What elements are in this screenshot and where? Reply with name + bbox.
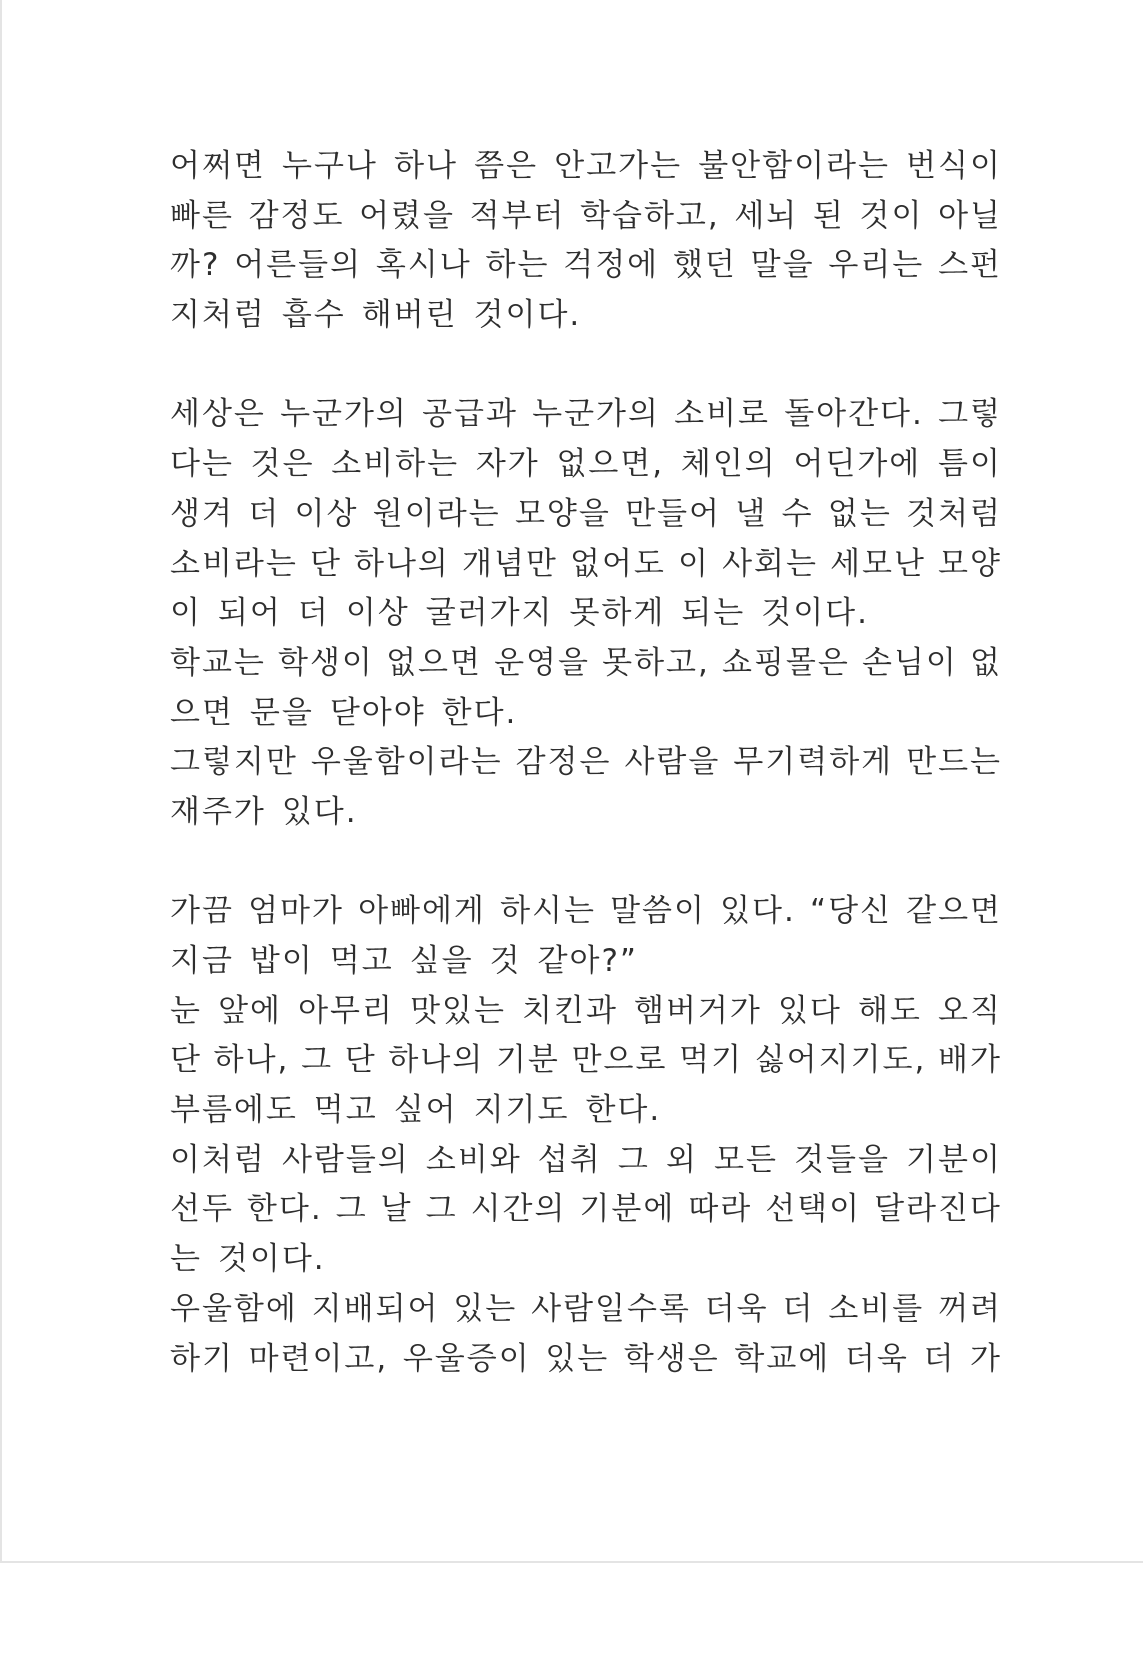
text-line	[170, 142, 1002, 192]
word: 굴러가지	[425, 595, 554, 632]
paragraph	[170, 142, 1002, 341]
word: 모양	[938, 545, 1002, 582]
text-line	[170, 689, 1002, 739]
word: 는	[170, 1241, 202, 1278]
text-line	[170, 937, 1002, 987]
word: 것처럼	[906, 495, 1002, 532]
word: 개념만	[462, 545, 558, 582]
word: 불안함이라는	[698, 148, 890, 184]
word: 세모난	[830, 545, 926, 582]
word: 지처럼	[170, 297, 266, 334]
word: 만으로	[571, 1042, 668, 1079]
word: 시간의	[470, 1191, 567, 1228]
word: 배가	[938, 1042, 1002, 1079]
word: 원이라는	[372, 495, 501, 532]
word: 사람을	[624, 744, 721, 781]
word: 하기	[170, 1340, 234, 1377]
word: 없으면,	[556, 446, 665, 483]
word: 더욱	[704, 1290, 769, 1327]
word: 싶을	[409, 943, 474, 979]
word: 누군가의	[280, 396, 408, 433]
word: 하나	[394, 148, 458, 184]
word: 달라진다	[874, 1191, 1002, 1228]
word: 하는	[485, 247, 550, 284]
word: 그렇	[938, 396, 1002, 433]
word: 먹고	[329, 943, 394, 979]
word: 하시는	[500, 893, 596, 930]
word: 사회는	[722, 545, 818, 582]
word: 말을	[750, 247, 815, 284]
word: 아무리	[298, 992, 394, 1029]
word: 먹기	[679, 1042, 744, 1079]
word: 그	[425, 1191, 458, 1228]
word: 눈	[170, 992, 202, 1029]
word: 감정도	[248, 197, 345, 234]
word: 다는	[170, 446, 234, 483]
word: 소비하는	[331, 446, 460, 483]
word: 기분이	[906, 1141, 1002, 1178]
word: 있다	[777, 992, 842, 1029]
word: 밥이	[249, 943, 314, 979]
word: 스펀	[938, 247, 1002, 284]
word: 닫아야	[329, 694, 426, 731]
word: 틈이	[938, 446, 1002, 483]
word: 것이	[859, 197, 924, 234]
word: 부름에도	[170, 1092, 298, 1129]
word: 것들을	[794, 1141, 890, 1178]
word: 지배되어	[311, 1290, 440, 1327]
word: 엄마가	[248, 893, 344, 930]
word: 이	[170, 595, 202, 632]
word: 더	[248, 495, 281, 532]
word: 세상은	[170, 396, 266, 433]
word: 치킨과	[522, 992, 618, 1029]
word: 단	[344, 1042, 377, 1079]
text-line	[170, 490, 1002, 540]
word: 한다.	[441, 694, 518, 731]
word: 학생이	[278, 644, 374, 681]
word: 우리는	[828, 247, 925, 284]
text-line	[170, 1036, 1002, 1086]
word: 공급과	[422, 396, 518, 433]
word: “당신	[810, 893, 892, 930]
word: 하나의	[354, 545, 450, 582]
word: 지기도	[473, 1092, 570, 1129]
word: 기분에	[579, 1191, 676, 1228]
word: 수	[781, 495, 814, 532]
word: 해버린	[361, 297, 458, 334]
word: 하나의	[388, 1042, 485, 1079]
word: 우울증이	[402, 1340, 531, 1377]
word: 이	[677, 545, 710, 582]
word: 이처럼	[170, 1141, 266, 1178]
word: 했던	[672, 247, 737, 284]
word: 지금	[170, 943, 234, 979]
word: 꺼려	[938, 1290, 1002, 1327]
text-line	[170, 390, 1002, 440]
word: 싶어	[393, 1092, 458, 1129]
word: 만드는	[906, 744, 1002, 781]
word: 어렸을	[359, 197, 455, 234]
word: 모양을	[514, 495, 611, 532]
paragraph	[170, 639, 1002, 738]
text-line	[170, 440, 1002, 490]
word: 우울함이라는	[310, 744, 503, 781]
word: 하나,	[213, 1042, 290, 1079]
word: 재주가	[170, 793, 266, 830]
word: 적부터	[469, 197, 566, 234]
word: 생겨	[170, 495, 234, 532]
text-line	[170, 887, 1002, 937]
word: 못하게	[569, 595, 666, 632]
text-line	[170, 589, 1002, 639]
word: 섭취	[537, 1141, 602, 1178]
text-line	[170, 788, 1002, 838]
word: 감정은	[515, 744, 612, 781]
word: 있는	[545, 1340, 610, 1377]
paragraph	[170, 1285, 1002, 1384]
text-line	[170, 1086, 1002, 1136]
word: 학교는	[170, 644, 266, 681]
word: 이상	[345, 595, 410, 632]
word: 단	[170, 1042, 202, 1079]
word: 소비를	[828, 1290, 925, 1327]
word: 소비라는	[170, 545, 298, 582]
word: 먹고	[313, 1092, 378, 1129]
word: 가	[970, 1340, 1002, 1377]
word: 혹시나	[375, 247, 472, 284]
word: 어딘가에	[793, 446, 922, 483]
text-line	[170, 1335, 1002, 1385]
word: 것이다.	[761, 595, 869, 632]
word: 것이다.	[217, 1241, 326, 1278]
word: 쯤은	[474, 148, 539, 184]
paragraph	[170, 987, 1002, 1136]
word: 운영을	[494, 644, 590, 681]
word: 없	[970, 644, 1002, 681]
word: 그	[617, 1141, 650, 1178]
page-body-text	[170, 142, 1002, 1384]
text-line	[170, 192, 1002, 242]
word: 되어	[217, 595, 282, 632]
word: 있다.	[281, 793, 358, 830]
word: 앞에	[218, 992, 282, 1029]
word: 햄버거가	[634, 992, 762, 1029]
word: 그렇지만	[170, 744, 298, 781]
paragraph-spacer	[170, 838, 1002, 888]
text-line	[170, 1235, 1002, 1285]
word: 한다.	[246, 1191, 323, 1228]
word: 안고가는	[554, 148, 683, 184]
word: 무기력하게	[733, 744, 894, 781]
word: 없는	[827, 495, 892, 532]
word: 선두	[170, 1191, 234, 1228]
word: 만들어	[625, 495, 721, 532]
word: 돌아간다.	[784, 396, 924, 433]
word: 누군가의	[532, 396, 660, 433]
word: 손님이	[862, 644, 958, 681]
text-line	[170, 1136, 1002, 1186]
text-line	[170, 241, 1002, 291]
word: 같으면	[906, 893, 1002, 930]
word: 단	[309, 545, 342, 582]
word: 번식이	[906, 148, 1002, 184]
text-line	[170, 639, 1002, 689]
word: 같아?”	[537, 943, 638, 979]
word: 되는	[681, 595, 746, 632]
word: 소비로	[674, 396, 770, 433]
word: 빠른	[170, 197, 234, 234]
word: 어쩌면	[170, 148, 266, 184]
word: 한다.	[585, 1092, 662, 1129]
word: 어른들의	[234, 247, 363, 284]
word: 쇼핑몰은	[722, 644, 850, 681]
paragraph	[170, 1136, 1002, 1285]
word: 체인의	[680, 446, 777, 483]
word: 모든	[714, 1141, 778, 1178]
word: 선택이	[765, 1191, 862, 1228]
paragraph	[170, 738, 1002, 837]
word: 외	[665, 1141, 698, 1178]
paragraph	[170, 887, 1002, 986]
word: 이상	[294, 495, 359, 532]
word: 말씀이	[610, 893, 706, 930]
word: 우울함에	[170, 1290, 298, 1327]
word: 학생은	[623, 1340, 720, 1377]
word: 문을	[249, 694, 314, 731]
word: 누구나	[282, 148, 378, 184]
word: 세뇌	[734, 197, 799, 234]
word: 못하고,	[602, 644, 710, 681]
text-line	[170, 1185, 1002, 1235]
word: 걱정에	[563, 247, 660, 284]
text-line	[170, 987, 1002, 1037]
word: 가끔	[170, 893, 234, 930]
word: 마련이고,	[248, 1340, 389, 1377]
word: 해도	[857, 992, 922, 1029]
word: 자가	[475, 446, 540, 483]
word: 것	[489, 943, 522, 979]
word: 따라	[688, 1191, 753, 1228]
word: 학습하고,	[580, 197, 720, 234]
word: 그	[335, 1191, 368, 1228]
word: 것이다.	[473, 297, 582, 334]
word: 소비와	[425, 1141, 522, 1178]
word: 없으면	[386, 644, 482, 681]
word: 아빠에게	[358, 893, 486, 930]
word: 싫어지기도,	[754, 1042, 927, 1079]
word: 낼	[735, 495, 768, 532]
text-line	[170, 738, 1002, 788]
paragraph-spacer	[170, 341, 1002, 391]
word: 더욱	[844, 1340, 909, 1377]
word: 있다.	[720, 893, 796, 930]
word: 으면	[170, 694, 234, 731]
word: 까?	[170, 247, 221, 284]
word: 더	[297, 595, 330, 632]
word: 날	[380, 1191, 413, 1228]
paragraph	[170, 390, 1002, 638]
word: 기분	[495, 1042, 560, 1079]
word: 된	[812, 197, 845, 234]
word: 사람일수록	[531, 1290, 691, 1327]
word: 맛있는	[410, 992, 506, 1029]
word: 더	[782, 1290, 815, 1327]
word: 그	[301, 1042, 334, 1079]
word: 더	[923, 1340, 956, 1377]
word: 없어도	[570, 545, 666, 582]
word: 사람들의	[281, 1141, 410, 1178]
text-line	[170, 1285, 1002, 1335]
word: 아닐	[938, 197, 1002, 234]
word: 오직	[938, 992, 1002, 1029]
word: 있는	[453, 1290, 518, 1327]
text-line	[170, 291, 1002, 341]
word: 학교에	[734, 1340, 831, 1377]
text-line	[170, 540, 1002, 590]
word: 것은	[250, 446, 315, 483]
word: 흡수	[281, 297, 346, 334]
